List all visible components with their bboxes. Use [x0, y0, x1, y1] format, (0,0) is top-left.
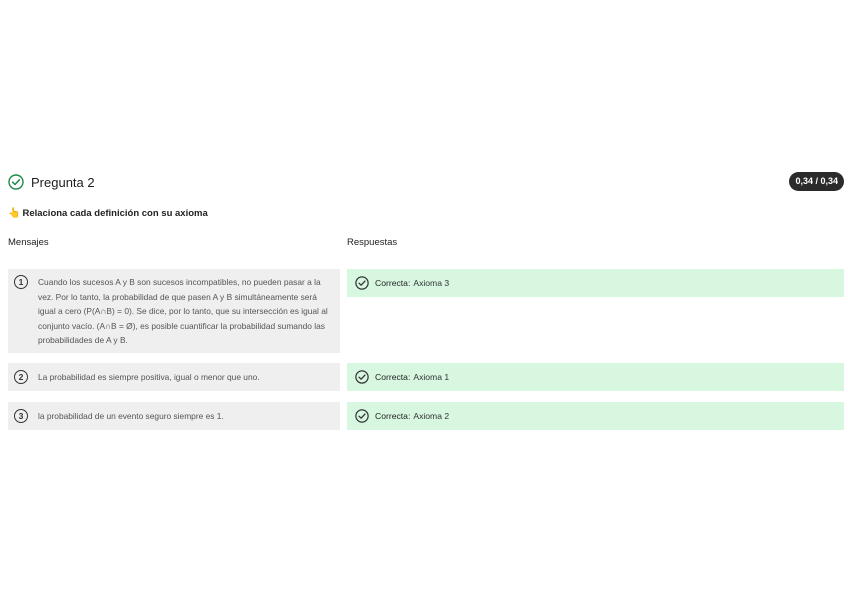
correct-label: Correcta:: [375, 372, 411, 382]
check-circle-icon: [8, 174, 24, 190]
correct-label: Correcta:: [375, 411, 411, 421]
response-text: Axioma 1: [413, 372, 450, 382]
message-box: [8, 269, 340, 353]
score-badge: 0,34 / 0,34: [789, 172, 844, 191]
message-box: [8, 402, 340, 430]
messages-label: Mensajes: [8, 237, 49, 248]
instruction: [8, 208, 844, 219]
message-text: Cuando los sucesos A y B son sucesos incompatibles, no pueden pasar a la vez. Por lo tanto, la probabilidad de que pasen A y B simultáneamente será igual a cero (P(A∩B) = 0). Se dice, por lo tanto, que su intersección es igual al conjunto vacío. (A∩B = Ø), es posible cuantificar la probabilidad sumando las probabilidades de A y B.: [38, 277, 328, 345]
row-number-badge: 1: [14, 275, 28, 289]
question-card: [8, 170, 844, 421]
check-circle-icon: [355, 409, 369, 423]
responses-label: Respuestas: [347, 237, 398, 248]
row-number-badge: 2: [14, 370, 28, 384]
response-box[interactable]: [347, 402, 844, 430]
message-text: la probabilidad de un evento seguro siempre es 1.: [38, 410, 224, 421]
message-text: La probabilidad es siempre positiva, igual o menor que uno.: [38, 371, 260, 382]
response-text: Axioma 2: [413, 411, 450, 421]
check-circle-icon: [355, 370, 369, 384]
response-text: Axioma 3: [413, 278, 450, 288]
check-circle-icon: [355, 276, 369, 290]
instruction-text: Relaciona cada definición con su axioma: [22, 208, 208, 219]
response-box[interactable]: [347, 363, 844, 391]
message-box: [8, 363, 340, 391]
row-number-badge: 3: [14, 409, 28, 423]
question-title: Pregunta 2: [31, 174, 95, 190]
response-box[interactable]: [347, 269, 844, 297]
question-header: [8, 170, 844, 194]
hand-pointing-icon: 👆: [8, 208, 21, 219]
correct-label: Correcta:: [375, 278, 411, 288]
